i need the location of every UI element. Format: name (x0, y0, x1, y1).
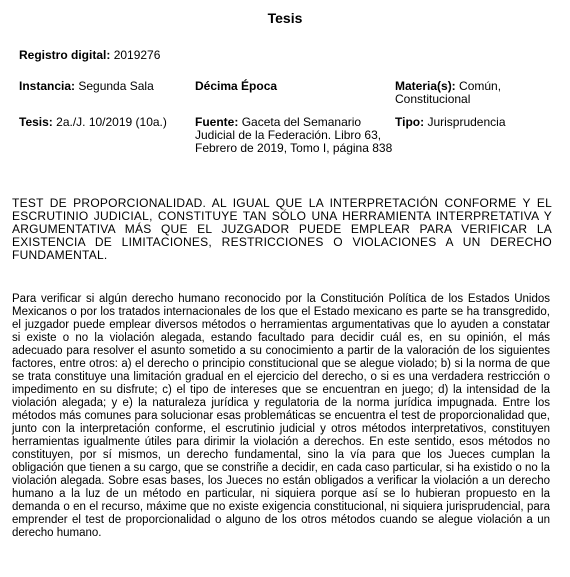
tipo-value: Jurisprudencia (427, 115, 506, 129)
tesis-value: 2a./J. 10/2019 (10a.) (56, 115, 167, 129)
materia (395, 80, 555, 106)
fuente (195, 116, 395, 155)
tipo-label: Tipo: (395, 115, 425, 129)
document-title: Tesis (267, 10, 303, 26)
registro-value: 2019276 (113, 48, 161, 62)
registro-digital (19, 49, 160, 62)
epoca: Décima Época (195, 79, 278, 93)
tesis-number (19, 116, 167, 129)
thesis-body: Para verificar si algún derecho humano reconocido por la Constitución Política de los Estados Unidos Mexicanos o por los tratados internacionales de los que el Estado mexicano es parte se ha transgredido, el juzgador puede emplear diversos métodos o herramientas argumentativas que lo ayuden a constatar si existe o no la violación alegada, estando facultado para decidir cuál es, en su opinión, el más adecuado para resolver el asunto sometido a su conocimiento a partir de la valoración de los siguientes factores, entre otros: a) el derecho o principio constitucional que se alegue violado; b) si la norma de que se trata constituye una limitación gradual en el ejercicio del derecho, o si es una verdadera restricción o impedimento en su disfrute; c) el tipo de intereses que se encuentran en juego; d) la intensidad de la violación alegada; y e) la naturaleza jurídica y regulatoria de la norma jurídica impugnada. Entre los métodos más comunes para solucionar esas problemáticas se encuentra el test de proporcionalidad que, junto con la interpretación conforme, el escrutinio judicial y otros métodos interpretativos, constituyen herramientas igualmente útiles para dirimir la violación a derechos. En este sentido, esos métodos no constituyen, por sí mismos, un derecho fundamental, sino la vía para que los Jueces cumplan la obligación que tienen a su cargo, que se constriñe a decidir, en cada caso particular, si ha existido o no la violación alegada. Sobre esas bases, los Jueces no están obligados a verificar la violación a un derecho humano a la luz de un método en particular, ni siquiera porque así se lo hubieran propuesto en la demanda o en el recurso, máxime que no existe exigencia constitucional, ni siquiera jurisprudencial, para emprender el test de proporcionalidad o alguno de los otros métodos cuando se alegue violación a un derecho humano. (12, 293, 550, 539)
fuente-label: Fuente: (195, 115, 239, 129)
tesis-label: Tesis: (19, 115, 53, 129)
tipo (395, 116, 506, 129)
instancia-label: Instancia: (19, 79, 76, 93)
fuente-value: Gaceta del Semanario Judicial de la Federación. Libro 63, Febrero de 2019, Tomo I, página 838 (195, 115, 393, 155)
materia-label: Materia(s): (395, 79, 456, 93)
registro-label: Registro digital: (19, 48, 111, 62)
instancia (19, 80, 154, 93)
thesis-heading: TEST DE PROPORCIONALIDAD. AL IGUAL QUE LA INTERPRETACIÓN CONFORME Y EL ESCRUTINIO JUDICIAL, CONSTITUYE TAN SÓLO UNA HERRAMIENTA INTERPRETATIVA Y ARGUMENTATIVA MÁS QUE EL JUZGADOR PUEDE EMPLEAR PARA VERIFICAR LA EXISTENCIA DE LIMITACIONES, RESTRICCIONES O VIOLACIONES A UN DERECHO FUNDAMENTAL. (12, 196, 552, 262)
instancia-value: Segunda Sala (78, 79, 154, 93)
materia-value: Común, Constitucional (395, 79, 502, 106)
